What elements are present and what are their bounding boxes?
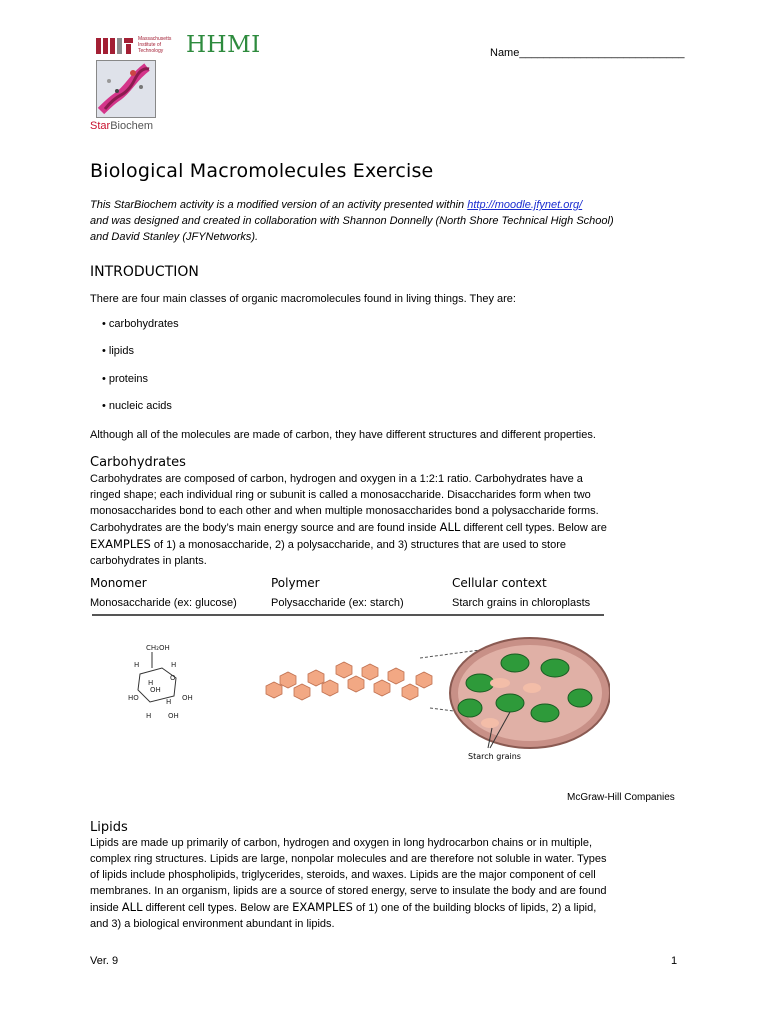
glucose-label: OH <box>182 694 193 702</box>
carbohydrates-paragraph <box>90 471 690 569</box>
bullet-carbohydrates: • carbohydrates <box>102 318 179 330</box>
emphasis-examples: EXAMPLES <box>90 537 151 551</box>
mit-logo-text: Massachusetts Institute of Technology <box>138 36 172 54</box>
glucose-label: H <box>171 661 177 669</box>
moodle-link[interactable]: http://moodle.jfynet.org/ <box>467 199 583 211</box>
bullet-nucleic-acids: • nucleic acids <box>102 400 172 412</box>
table-header-monomer: Monomer <box>90 576 147 590</box>
lipid-line: of lipids include phospholipids, triglycerides, steroids, and waxes. Lipids are the major component of cell <box>90 869 596 881</box>
starbiochem-star: Star <box>90 120 111 132</box>
lipid-line: and 3) a biological environment abundant in lipids. <box>90 918 335 930</box>
hhmi-logo: HHMI <box>186 32 261 58</box>
lipid-line: inside <box>90 902 122 914</box>
glucose-label: OH <box>168 712 179 720</box>
lipids-paragraph <box>90 835 690 932</box>
emphasis-examples: EXAMPLES <box>292 900 353 914</box>
carb-line: different cell types. Below are <box>460 522 607 534</box>
table-divider <box>92 614 604 616</box>
glucose-label: OH <box>150 686 161 694</box>
glucose-label: H <box>166 698 172 706</box>
footer-version: Ver. 9 <box>90 955 119 967</box>
starch-polymer-figure <box>262 650 442 710</box>
table-header-polymer: Polymer <box>271 576 320 590</box>
carb-line: monosaccharides bond to each other and when multiple monosaccharides bond a polysaccharide forms. <box>90 505 599 517</box>
intro-note-line1: This StarBiochem activity is a modified version of an activity presented within <box>90 199 468 211</box>
glucose-label: H <box>134 661 140 669</box>
glucose-label: O <box>170 674 176 682</box>
carb-line: carbohydrates in plants. <box>90 555 207 567</box>
carbohydrates-heading: Carbohydrates <box>90 455 186 470</box>
carb-line: Carbohydrates are composed of carbon, hydrogen and oxygen in a 1:2:1 ratio. Carbohydrates have a <box>90 473 583 485</box>
emphasis-all: ALL <box>439 520 461 534</box>
lipids-heading: Lipids <box>90 820 128 835</box>
starbiochem-rest: Biochem <box>110 120 153 132</box>
emphasis-all: ALL <box>121 900 143 914</box>
starch-grains-label: Starch grains <box>468 752 521 761</box>
table-cell-cellular-context: Starch grains in chloroplasts <box>452 597 591 609</box>
intro-note-line2: and was designed and created in collaboration with Shannon Donnelly (North Shore Technical High School) <box>90 215 614 227</box>
chloroplast-figure <box>420 628 610 768</box>
introduction-heading: INTRODUCTION <box>90 264 199 280</box>
bullet-proteins: • proteins <box>102 373 149 385</box>
introduction-closing: Although all of the molecules are made of carbon, they have different structures and different properties. <box>90 429 596 441</box>
table-header-cellular-context: Cellular context <box>452 576 547 590</box>
glucose-label: HO <box>128 694 139 702</box>
lipid-line: different cell types. Below are <box>142 902 293 914</box>
starbiochem-logo <box>96 60 156 118</box>
name-field[interactable]: Name___________________________ <box>490 47 685 59</box>
lipid-line: of 1) one of the building blocks of lipids, 2) a lipid, <box>352 902 597 914</box>
starbiochem-label <box>90 120 153 132</box>
protein-helix-icon <box>97 61 155 117</box>
page-title: Biological Macromolecules Exercise <box>90 160 434 182</box>
intro-note-line3: and David Stanley (JFYNetworks). <box>90 231 259 243</box>
glucose-label: H <box>148 679 154 687</box>
mit-logo <box>96 36 178 56</box>
lipid-line: membranes. In an organism, lipids are a source of stored energy, serve to insulate the body and are found <box>90 885 607 897</box>
lipid-line: complex ring structures. Lipids are large, nonpolar molecules and are therefore not soluble in water. Types <box>90 853 607 865</box>
table-cell-polymer: Polysaccharide (ex: starch) <box>271 597 404 609</box>
bullet-lipids: • lipids <box>102 345 134 357</box>
introduction-lead: There are four main classes of organic macromolecules found in living things. They are: <box>90 293 516 305</box>
figure-credit: McGraw-Hill Companies <box>567 792 675 803</box>
carb-line: ringed shape; each individual ring or subunit is called a monosaccharide. Disaccharides form when two <box>90 489 591 501</box>
mit-logo-icon <box>96 36 134 54</box>
table-cell-monomer: Monosaccharide (ex: glucose) <box>90 597 237 609</box>
glucose-label: H <box>146 712 152 720</box>
carb-line: of 1) a monosaccharide, 2) a polysaccharide, and 3) structures that are used to store <box>150 539 567 551</box>
glucose-label: CH₂OH <box>146 644 170 652</box>
carb-line: Carbohydrates are the body’s main energy source and are found inside <box>90 522 440 534</box>
footer-page-number: 1 <box>671 955 678 967</box>
intro-note <box>90 197 690 245</box>
glucose-structure-figure <box>120 640 200 726</box>
lipid-line: Lipids are made up primarily of carbon, hydrogen and oxygen in long hydrocarbon chains or in multiple, <box>90 837 593 849</box>
